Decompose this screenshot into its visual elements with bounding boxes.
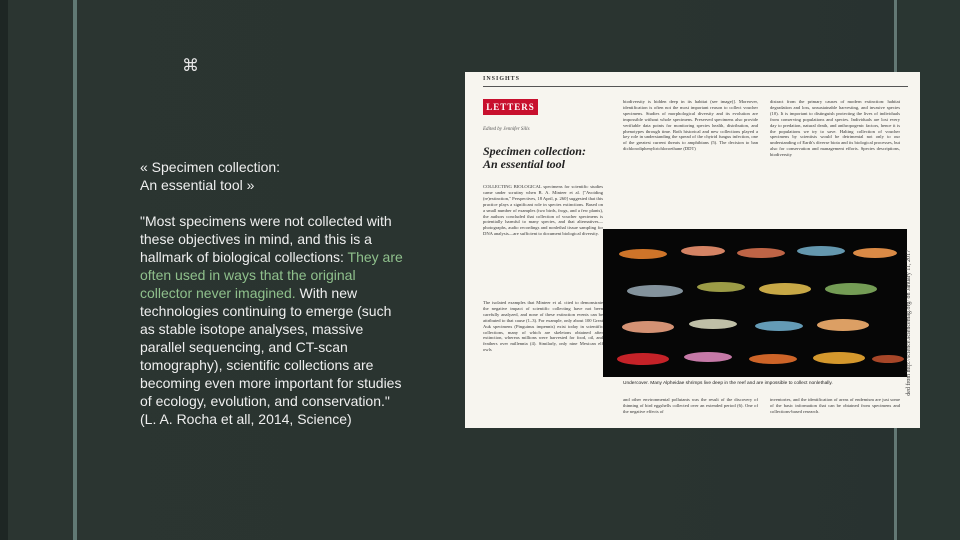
command-icon: ⌘ <box>182 56 199 76</box>
shrimp-4 <box>797 246 845 256</box>
article-section-label: INSIGHTS <box>483 76 521 82</box>
shrimp-17 <box>813 352 865 364</box>
shrimp-3 <box>737 248 785 258</box>
article-column-3b: inventories, and the identification of areas of endemism are just some of the basic information that can be obtained from specimens and collections-based research. <box>770 397 900 414</box>
shrimp-6 <box>627 285 683 297</box>
shrimp-10 <box>622 321 674 333</box>
article-image <box>465 72 920 428</box>
left-accent-rule <box>73 0 77 540</box>
shrimp-13 <box>817 319 869 331</box>
photo-caption: Undercover. Many Alpheidae shrimps live deep in the reef and are impossible to collect nonlethally. <box>623 381 833 386</box>
article-column-1: COLLECTING BIOLOGICAL specimens for scientific studies came under scrutiny when B. A. Minteer et al. ["Avoiding (re)extinction," Perspectives, 18 April, p. 260] suggested that this practice plays a significant role in species extinctions. Based on a small number of examples (two birds, frogs, and a few plants), the authors concluded that collection of voucher specimens is potentially harmful to many species, and that alternatives—photographs, audio recordings and nonlethal tissue sampling for DNA analysis—are sufficient to document biological diversity. <box>483 184 603 237</box>
article-column-3: distract from the primary causes of modern extinction: habitat degradation and loss, unsustainable harvesting, and invasive species (10). It is important to distinguish protecting the lives of individuals from conserving populations and species. Individuals are lost every day to predation, natural death, and anthropogenic factors, hence it is the populations we try to save. Halting collection of voucher specimens by scientists would be detrimental not only to our understanding of Earth's diverse biota and its biological processes, but also for conservation and management efforts. Species descriptions, biodiversity <box>770 99 900 158</box>
shrimp-7 <box>697 282 745 292</box>
slide-title-line1: « Specimen collection: <box>140 159 281 175</box>
slide-title-line2: An essential tool » <box>140 177 255 193</box>
shrimp-16 <box>749 354 797 364</box>
download-note: ded from http://science.sciencemag.org/ on January 11, 2017 <box>906 250 912 396</box>
article-headline: Specimen collection: An essential tool <box>483 144 586 171</box>
shrimp-11 <box>689 319 737 329</box>
shrimp-2 <box>681 246 725 256</box>
article-column-1b: The isolated examples that Minteer et al. cited to demonstrate the negative impact of scientific collecting have not been carefully analyzed, and none of these extinction events can be attributed to that cause (1–3). For example, only about 100 Great Auk specimens (Pinguinus impennis) exist today in scientific collections, many of which are skeletons obtained after extinction, whereas millions were harvested for food, oil, and feathers over millennia (4). Similarly, only nine Mexican elf owls <box>483 300 603 353</box>
letters-badge: LETTERS <box>483 99 538 115</box>
article-column-2b: and other environmental pollutants was the result of the discovery of thinning of bird eggshells collected over an extended period (6). One of the negative effects of <box>623 397 758 414</box>
shrimp-photo <box>603 229 907 377</box>
shrimp-1 <box>619 249 667 259</box>
left-edge-band <box>0 0 8 540</box>
article-top-rule <box>483 86 908 87</box>
quote-text <box>140 212 410 428</box>
shrimp-14 <box>617 353 669 365</box>
shrimp-9 <box>825 283 877 295</box>
article-column-2: biodiversity is hidden deep in its habitat (see image)]. Moreover, identification is often not the most important reason to collect voucher specimens. Studies of morphological diversity and its evolution are impossible without whole specimens. Preserved specimens also provide verifiable data points for monitoring species health, distribution, and phenotypes through time. Both historical and new collections played a key role in understanding the spread of the chytrid fungus infection, one of the greatest current threats to amphibians (5). The decision to ban dichlorodiphenyltrichloroethane (DDT) <box>623 99 758 152</box>
shrimp-15 <box>684 352 732 362</box>
shrimp-12 <box>755 321 803 331</box>
quote-highlight: They are often used in ways that the original collector never imagined. <box>140 249 403 301</box>
quote-part1: "Most specimens were not collected with these objectives in mind, and this is a hallmark of biological collections: <box>140 213 392 265</box>
article-editor: Edited by Jennifer Sills <box>483 127 530 132</box>
quote-part2: With new technologies continuing to emerge (such as stable isotope analyses, massive parallel sequencing, and CT-scan tomography), scientific collections are becoming even more important for studies of ecology, evolution, and conservation." (L. A. Rocha et all, 2014, Science) <box>140 285 402 427</box>
slide-title <box>140 158 420 194</box>
shrimp-5 <box>853 248 897 258</box>
shrimp-18 <box>872 355 904 363</box>
shrimp-8 <box>759 283 811 295</box>
